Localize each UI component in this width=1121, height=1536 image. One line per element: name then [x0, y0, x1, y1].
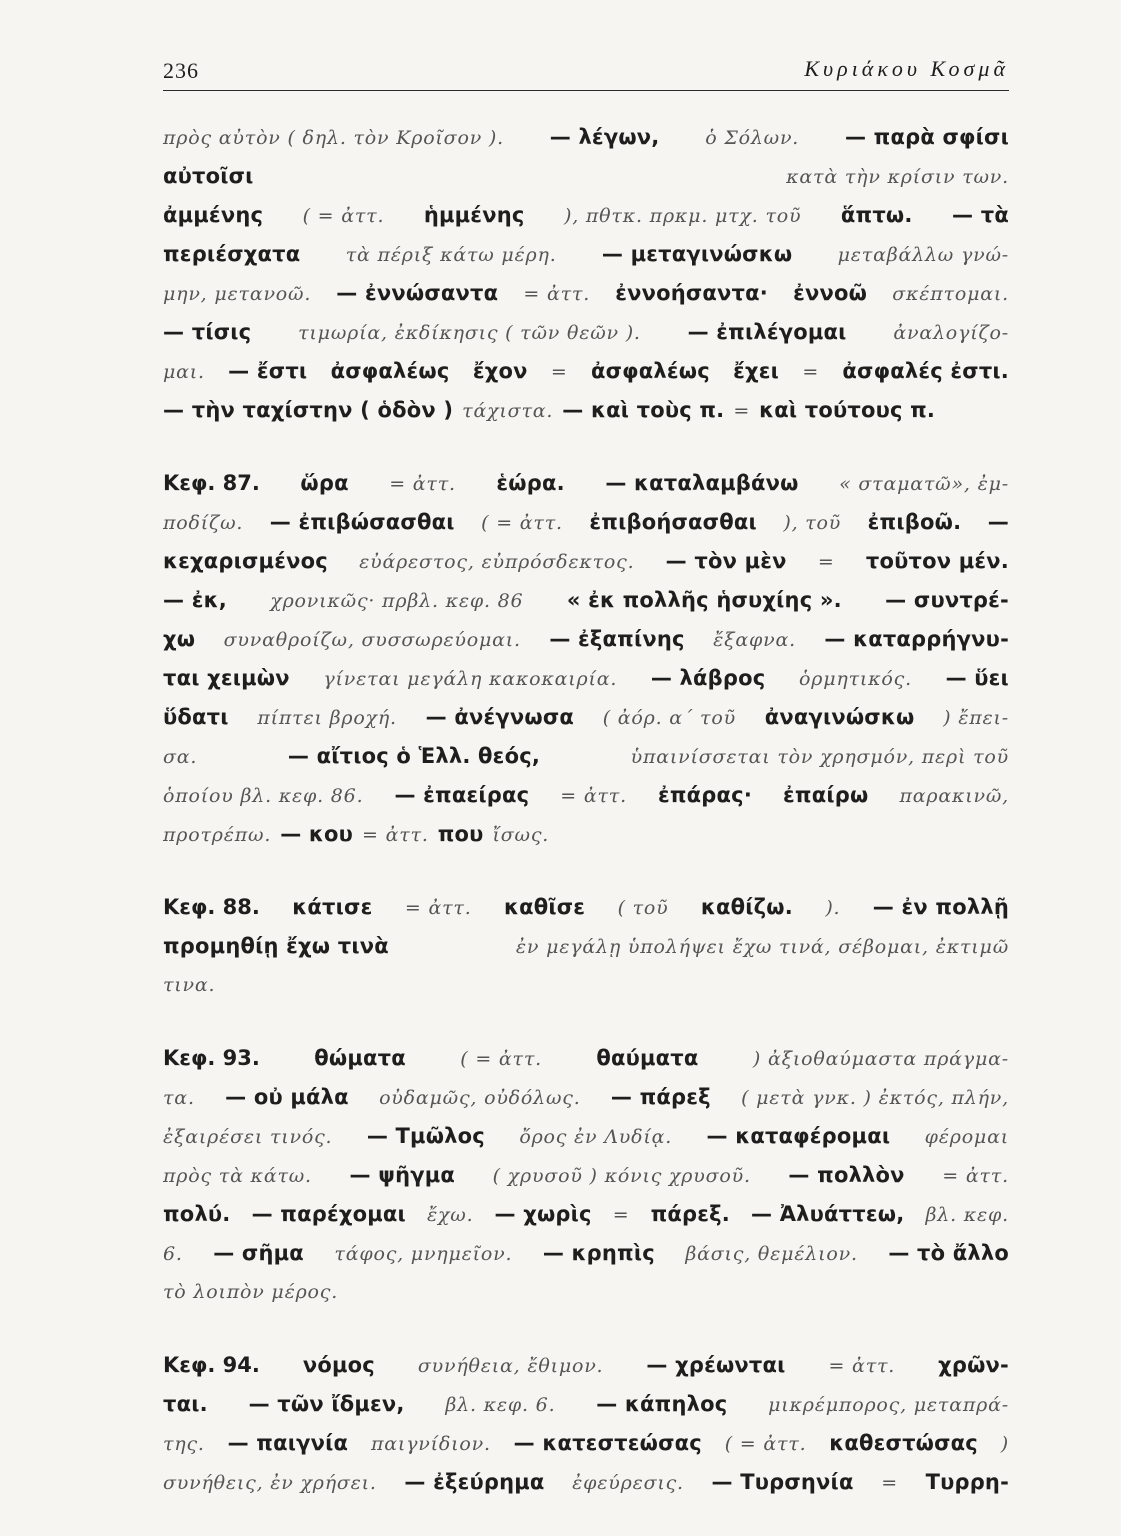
- headword: — παρέχομαι: [251, 1202, 406, 1226]
- headword: καθεστώσας: [829, 1431, 978, 1455]
- headword: — κατεστεώσας: [513, 1431, 702, 1455]
- headword: πάρεξ.: [650, 1202, 730, 1226]
- definition-text: ), πθτκ. πρκμ. μτχ. τοῦ: [564, 205, 802, 227]
- definition-text: χρονικῶς· πρβλ. κεφ. 86: [270, 590, 524, 612]
- text-line: [163, 1078, 1009, 1117]
- definition-text: = ἀττ.: [523, 283, 591, 305]
- glossary-paragraph: [163, 1346, 1009, 1502]
- text-line: [163, 737, 1009, 776]
- definition-text: συνήθεις, ἐν χρήσει.: [163, 1472, 377, 1494]
- text-line: [163, 1117, 1009, 1156]
- text-line: [163, 118, 1009, 157]
- definition-text: βάσις, θεμέλιον.: [685, 1243, 858, 1265]
- headword: ἀσφαλέως: [590, 359, 710, 383]
- headword: — λέγων,: [549, 125, 660, 149]
- definition-text: πρὸς αὐτὸν ( δηλ. τὸν Κροῖσον ).: [163, 127, 504, 149]
- text-line: [163, 391, 1009, 430]
- definition-text: οὐδαμῶς, οὐδόλως.: [379, 1087, 581, 1109]
- definition-text: ) ἔπει-: [943, 707, 1009, 729]
- definition-text: ( μετὰ γνκ. ) ἐκτός, πλήν,: [741, 1087, 1009, 1109]
- headword: — χωρὶς: [494, 1202, 592, 1226]
- headword: κάτισε: [292, 895, 373, 919]
- headword: — ἔστι: [228, 359, 308, 383]
- definition-text: ἴσως.: [492, 824, 550, 846]
- headword: ὕδατι: [163, 705, 229, 729]
- definition-text: ὑπαινίσσεται τὸν χρησμόν, περὶ τοῦ: [630, 746, 1009, 768]
- headword: ἐπαίρω: [783, 783, 869, 807]
- glossary-paragraph: [163, 1039, 1009, 1312]
- text-line: [163, 157, 1009, 196]
- definition-text: ).: [825, 897, 841, 919]
- headword: — παιγνία: [227, 1431, 349, 1455]
- definition-text: συναθροίζω, συσσωρεύομαι.: [223, 629, 521, 651]
- headword: ἐννοῶ: [793, 281, 868, 305]
- definition-text: μην, μετανοῶ.: [163, 283, 312, 305]
- headword: ἐννοήσαντα·: [615, 281, 768, 305]
- headword: χω: [163, 627, 196, 651]
- chapter-label: Κεφ. 93.: [163, 1046, 260, 1070]
- headword: — τὰ: [952, 203, 1009, 227]
- definition-text: ( = ἀττ.: [460, 1048, 542, 1070]
- definition-text: φέρομαι: [924, 1126, 1009, 1148]
- headword: θώματα: [314, 1046, 406, 1070]
- definition-text: =: [802, 361, 820, 383]
- headword: τοῦτον μέν.: [865, 549, 1009, 573]
- headword: — ἀνέγνωσα: [425, 705, 574, 729]
- text-line: [163, 1195, 1009, 1234]
- headword: — ἐπιβώσασθαι: [269, 510, 455, 534]
- headword: — Τυρσηνία: [711, 1470, 854, 1494]
- headword: νόμος: [302, 1353, 375, 1377]
- definition-text: κατὰ τὴν κρίσιν των.: [786, 166, 1009, 188]
- definition-text: γίνεται μεγάλη κακοκαιρία.: [323, 668, 618, 690]
- text-line: [163, 1273, 1009, 1312]
- headword: — καὶ τοὺς π.: [562, 398, 725, 422]
- text-line: [163, 927, 1009, 966]
- text-line: [163, 815, 1009, 854]
- definition-text: ( ἀόρ. α΄ τοῦ: [602, 707, 736, 729]
- definition-text: = ἀττ.: [404, 897, 472, 919]
- definition-text: σα.: [163, 746, 198, 768]
- text-line: [163, 464, 1009, 503]
- definition-text: τα.: [163, 1087, 195, 1109]
- headword: — ὕει: [945, 666, 1009, 690]
- headword: ἀμμένης: [163, 203, 264, 227]
- text-line: [163, 1424, 1009, 1463]
- headword: ἔχον: [472, 359, 528, 383]
- definition-text: =: [612, 1204, 630, 1226]
- headword: — κου: [280, 822, 354, 846]
- definition-text: =: [733, 400, 751, 422]
- headword: περιέσχατα: [163, 242, 301, 266]
- definition-text: =: [817, 551, 835, 573]
- glossary-paragraph: [163, 888, 1009, 1005]
- text-line: [163, 966, 1009, 1005]
- text-line: [163, 1156, 1009, 1195]
- headword: — κάπηλος: [596, 1392, 728, 1416]
- headword: — ἐπιλέγομαι: [687, 320, 847, 344]
- text-line: [163, 313, 1009, 352]
- headword: — τίσις: [163, 320, 252, 344]
- text-line: [163, 542, 1009, 581]
- headword: καὶ τούτους π.: [759, 398, 936, 422]
- definition-text: = ἀττ.: [389, 473, 456, 495]
- headword: — τὴν ταχίστην ( ὁδὸν ): [163, 398, 454, 422]
- headword: — ἐκ,: [163, 588, 227, 612]
- headword: ἀσφαλέως: [330, 359, 450, 383]
- headword: ται χειμὼν: [163, 666, 290, 690]
- text-line: [163, 196, 1009, 235]
- text-line: [163, 581, 1009, 620]
- headword: — ἐν πολλῇ: [872, 895, 1009, 919]
- running-title: Κυριάκου Κοσμᾶ: [804, 56, 1009, 81]
- text-line: [163, 620, 1009, 659]
- headword: — κρηπὶς: [542, 1241, 655, 1265]
- page-number: 236: [163, 58, 199, 83]
- text-line: [163, 1039, 1009, 1078]
- glossary-paragraph: [163, 464, 1009, 854]
- definition-text: ( τοῦ: [617, 897, 669, 919]
- headword: — αἴτιος ὁ Ἑλλ. θεός,: [287, 744, 541, 768]
- definition-text: μικρέμπορος, μεταπρά-: [768, 1394, 1009, 1416]
- headword: ἑώρα.: [496, 471, 565, 495]
- headword: — μεταγινώσκω: [601, 242, 793, 266]
- definition-text: ποδίζω.: [163, 512, 244, 534]
- headword: — οὐ μάλα: [225, 1085, 349, 1109]
- headword: — τῶν ἴδμεν,: [248, 1392, 405, 1416]
- headword: — καταρρήγνυ-: [824, 627, 1009, 651]
- headword: ἀναγινώσκω: [764, 705, 915, 729]
- definition-text: « σταματῶ», ἐμ-: [839, 473, 1009, 495]
- definition-text: της.: [163, 1433, 205, 1455]
- headword: — τὸ ἄλλο: [888, 1241, 1009, 1265]
- definition-text: ) ἀξιοθαύμαστα πράγμα-: [752, 1048, 1009, 1070]
- definition-text: τινα.: [163, 974, 216, 996]
- headword: ἔχει: [733, 359, 780, 383]
- definition-text: ὁ Σόλων.: [705, 127, 800, 149]
- definition-text: τιμωρία, ἐκδίκησις ( τῶν θεῶν ).: [298, 322, 641, 344]
- text-line: [163, 1234, 1009, 1273]
- definition-text: πίπτει βροχή.: [257, 707, 397, 729]
- headword: κεχαρισμένος: [163, 549, 328, 573]
- definition-text: ἔχω.: [426, 1204, 474, 1226]
- text-line: [163, 274, 1009, 313]
- definition-text: ἐφεύρεσις.: [572, 1472, 684, 1494]
- page-header: [163, 50, 1009, 91]
- definition-text: πρὸς τὰ κάτω.: [163, 1165, 312, 1187]
- definition-text: ἀναλογίζο-: [893, 322, 1009, 344]
- definition-text: = ἀττ.: [828, 1355, 896, 1377]
- headword: ἡμμένης: [423, 203, 525, 227]
- headword: — σῆμα: [213, 1241, 304, 1265]
- text-line: [163, 503, 1009, 542]
- definition-text: ἔξαφνα.: [713, 629, 796, 651]
- definition-text: ὄρος ἐν Λυδίᾳ.: [519, 1126, 673, 1148]
- definition-text: ( = ἀττ.: [302, 205, 385, 227]
- text-line: [163, 1385, 1009, 1424]
- headword: προμηθίῃ ἔχω τινὰ: [163, 934, 389, 958]
- definition-text: εὐάρεστος, εὐπρόσδεκτος.: [359, 551, 635, 573]
- definition-text: =: [881, 1472, 898, 1494]
- glossary-body: [163, 118, 1009, 1536]
- headword: — πολλὸν: [788, 1163, 905, 1187]
- headword: — λάβρος: [650, 666, 766, 690]
- definition-text: ), τοῦ: [783, 512, 842, 534]
- headword: χρῶν-: [938, 1353, 1009, 1377]
- headword: — ψῆγμα: [349, 1163, 456, 1187]
- headword: — καταφέρομαι: [706, 1124, 891, 1148]
- headword: Τυρρη-: [925, 1470, 1009, 1494]
- definition-text: ( = ἀττ.: [481, 512, 563, 534]
- definition-text: ὁποίου βλ. κεφ. 86.: [163, 785, 364, 807]
- headword: καθῖσε: [503, 895, 586, 919]
- definition-text: ( = ἀττ.: [724, 1433, 807, 1455]
- headword: — τὸν μὲν: [665, 549, 787, 573]
- definition-text: παιγνίδιον.: [370, 1433, 491, 1455]
- headword: ται.: [163, 1392, 208, 1416]
- definition-text: συνήθεια, ἔθιμον.: [417, 1355, 604, 1377]
- text-line: [163, 235, 1009, 274]
- headword: ἐπιβοῶ.: [867, 510, 962, 534]
- definition-text: τάφος, μνημεῖον.: [334, 1243, 513, 1265]
- glossary-paragraph: [163, 118, 1009, 430]
- headword: ἀσφαλές ἐστι.: [842, 359, 1009, 383]
- headword: ὥρα: [300, 471, 349, 495]
- definition-text: βλ. κεφ. 6.: [445, 1394, 556, 1416]
- text-line: [163, 352, 1009, 391]
- headword: αὐτοῖσι: [163, 164, 254, 188]
- definition-text: = ἀττ.: [362, 824, 429, 846]
- headword: που: [437, 822, 484, 846]
- headword: — ἐπαείρας: [394, 783, 530, 807]
- definition-text: =: [550, 361, 568, 383]
- definition-text: ): [1000, 1433, 1009, 1455]
- headword: « ἐκ πολλῆς ἡσυχίης ».: [566, 588, 842, 612]
- text-line: [163, 888, 1009, 927]
- definition-text: = ἀττ.: [942, 1165, 1009, 1187]
- headword: — ἐξεύρημα: [404, 1470, 545, 1494]
- headword: πολύ.: [163, 1202, 231, 1226]
- definition-text: ἐξαιρέσει τινός.: [163, 1126, 333, 1148]
- chapter-label: Κεφ. 88.: [163, 895, 260, 919]
- headword: ἐπάρας·: [657, 783, 752, 807]
- headword: ἐπιβοήσασθαι: [589, 510, 757, 534]
- headword: — Ἀλυάττεω,: [751, 1202, 905, 1226]
- definition-text: ὁρμητικός.: [799, 668, 912, 690]
- headword: — συντρέ-: [885, 588, 1009, 612]
- headword: — παρὰ σφίσι: [844, 125, 1009, 149]
- headword: — Τμῶλος: [366, 1124, 485, 1148]
- definition-text: 6.: [163, 1243, 183, 1265]
- definition-text: βλ. κεφ.: [925, 1204, 1009, 1226]
- headword: — χρέωνται: [646, 1353, 786, 1377]
- text-line: [163, 1463, 1009, 1502]
- definition-text: τάχιστα.: [462, 400, 554, 422]
- headword: καθίζω.: [700, 895, 793, 919]
- chapter-label: Κεφ. 94.: [163, 1353, 260, 1377]
- text-line: [163, 1346, 1009, 1385]
- definition-text: προτρέπω.: [163, 824, 272, 846]
- definition-text: ( χρυσοῦ ) κόνις χρυσοῦ.: [492, 1165, 751, 1187]
- definition-text: παρακινῶ,: [899, 785, 1009, 807]
- text-line: [163, 776, 1009, 815]
- definition-text: = ἀττ.: [560, 785, 627, 807]
- headword: θαύματα: [596, 1046, 699, 1070]
- definition-text: σκέπτομαι.: [892, 283, 1009, 305]
- headword: —: [987, 510, 1009, 534]
- definition-text: τὸ λοιπὸν μέρος.: [163, 1281, 339, 1303]
- headword: — πάρεξ: [610, 1085, 711, 1109]
- headword: — ἐξαπίνης: [549, 627, 685, 651]
- headword: — καταλαμβάνω: [605, 471, 799, 495]
- headword: — ἐννώσαντα: [336, 281, 499, 305]
- definition-text: ἐν μεγάλῃ ὑπολήψει ἔχω τινά, σέβομαι, ἐκτιμῶ: [515, 936, 1009, 958]
- definition-text: μεταβάλλω γνώ-: [837, 244, 1009, 266]
- text-line: [163, 698, 1009, 737]
- headword: ἅπτω.: [840, 203, 913, 227]
- definition-text: τὰ πέριξ κάτω μέρη.: [345, 244, 557, 266]
- definition-text: μαι.: [163, 361, 205, 383]
- chapter-label: Κεφ. 87.: [163, 471, 260, 495]
- text-line: [163, 659, 1009, 698]
